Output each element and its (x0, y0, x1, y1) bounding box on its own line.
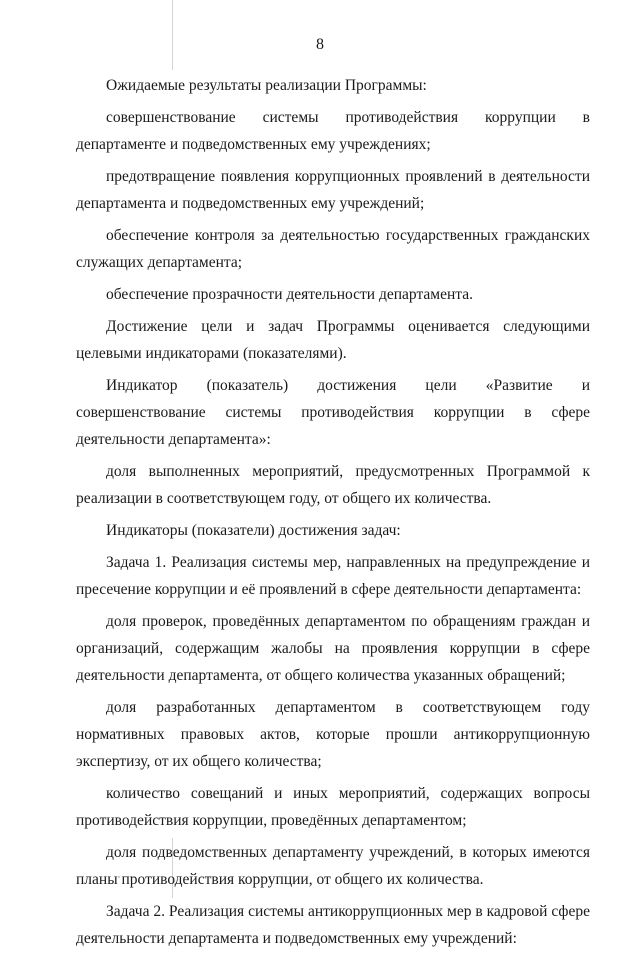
paragraph-expected-results-heading: Ожидаемые результаты реализации Программы: (106, 77, 427, 94)
paragraph-task-indicators-heading: Индикаторы (показатели) достижения задач: (106, 522, 401, 539)
paragraph-indicators-intro: Достижение цели и задач Программы оценивается следующими целевыми индикаторами (показателями). (76, 318, 590, 362)
paragraph-task-1-item-3: количество совещаний и иных мероприятий, содержащих вопросы противодействия коррупции, проведённых департаментом; (76, 785, 590, 829)
paragraph-result-2: предотвращение появления коррупционных проявлений в деятельности департамента и подведомственных ему учреждений; (76, 168, 590, 212)
paragraph-goal-indicator-item: доля выполненных мероприятий, предусмотренных Программой к реализации в соответствующем году, от общего их количества. (76, 463, 590, 507)
paragraph-task-1: Задача 1. Реализация системы мер, направленных на предупреждение и пресечение коррупции и её проявлений в сфере деятельности департамента: (76, 554, 590, 598)
page-number: 8 (316, 36, 324, 53)
paragraph-result-4: обеспечение прозрачности деятельности департамента. (106, 286, 473, 303)
paragraph-task-1-item-2: доля разработанных департаментом в соответствующем году нормативных правовых актов, которые прошли антикоррупционную экспертизу, от их общего количества; (76, 699, 590, 770)
paragraph-task-1-item-1: доля проверок, проведённых департаментом по обращениям граждан и организаций, содержащим жалобы на проявления коррупции в сфере деятельности департамента, от общего количества указанных обращений; (76, 613, 590, 684)
paragraph-result-1: совершенствование системы противодействия коррупции в департаменте и подведомственных ему учреждениях; (76, 109, 590, 153)
paragraph-task-1-item-4: доля подведомственных департаменту учреждений, в которых имеются планы противодействия коррупции, от общего их количества. (76, 844, 590, 888)
paragraph-task-2: Задача 2. Реализация системы антикоррупционных мер в кадровой сфере деятельности департамента и подведомственных ему учреждений: (76, 903, 590, 947)
paragraph-goal-indicator: Индикатор (показатель) достижения цели «Развитие и совершенствование системы противодействия коррупции в сфере деятельности департамента»: (76, 377, 590, 448)
paragraph-result-3: обеспечение контроля за деятельностью государственных гражданских служащих департамента; (76, 227, 590, 271)
document-body (76, 72, 590, 957)
scan-fold-line-top (172, 0, 173, 70)
